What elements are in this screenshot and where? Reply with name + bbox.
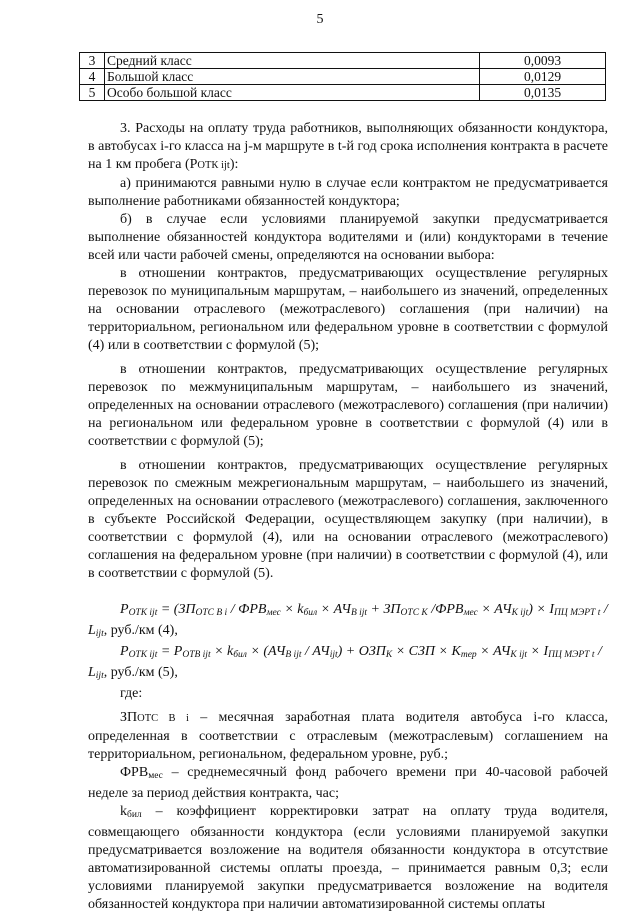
definition-work-time-fund: $ФРВ_{мес}$ – среднемесячный фонд рабочего времени при 40-часовой рабочей неделе за период действия контракта, час;: [88, 765, 608, 801]
document-body: [88, 120, 608, 914]
formula-4: $P_{OTK ijt} = (ЗП_{ОТС В i} / ФРВ_{мес} \times k_{бил} \times АЧ_{В ijt} + ЗП_{ОТС К}$ $/ФРВ_{мес} \times АЧ_{К ijt}) \times I_{ПЦ МЭРТ t}$ /: [120, 602, 608, 618]
bus-class-name: Особо большой класс: [105, 85, 480, 101]
page-number: 5: [316, 12, 324, 27]
paragraph-interregional: в отношении контрактов, предусматривающих осуществление регулярных перевозок по смежным межрегиональным маршрутам, – наибольшего из значений, определенных на основании отраслевого (межотраслевого) соглашения, заключенного в субъекте Российской Федерации, осуществляющем закупку (при наличии), в соответствии с формулой (4), или на основании отраслевого (межотраслевого) соглашения на федеральном уровне (при наличии) в соответствии с формулой (4), или в соответствии с формулой (5).: [88, 458, 608, 581]
table-row: [80, 85, 606, 101]
paragraph-intermunicipal: в отношении контрактов, предусматривающих осуществление регулярных перевозок по межмуниципальным маршрутам, – наибольшего из значений, определенных на основании отраслевого (межотраслевого) соглашения (при наличии) на региональном или федеральном уровне в соответствии с формулой (4) или в соответствии с формулой (5);: [88, 362, 608, 449]
formula-4-line-2: $L_{ijt}$, руб./км (4),: [88, 623, 178, 639]
paragraph-b: б) в случае если условиями планируемой закупки предусматривается выполнение обязанностей кондуктора водителями и (или) кондукторами в течение всей или части рабочей смены, определяются на основании выбора:: [88, 212, 608, 263]
paragraph-3: 3. Расходы на оплату труда работников, выполняющих обязанности кондуктора, в автобусах i-го класса на j-м маршруте в t-й год срока исполнения контракта в расчете на 1 км пробега (РОТК ijt):: [88, 121, 608, 172]
definition-coefficient: $k_{бил}$ – коэффициент корректировки затрат на оплату труда водителя, совмещающего обязанности кондуктора (если условиями планируемой закупки предусматривается возложение на водителя обязанности кондуктора в отсутствие автоматизированной системы оплаты проезда, – принимается равным 0,3; если условиями планируемой закупки предусматривается возложение на водителя обязанностей кондуктора при наличии автоматизированной системы оплаты: [88, 804, 608, 912]
row-number: 4: [80, 69, 105, 85]
bus-class-name: Большой класс: [105, 69, 480, 85]
bus-class-coefficient-table: [79, 52, 606, 101]
table-row: [80, 53, 606, 69]
formula-5-line-2: $L_{ijt}$, руб./км (5),: [88, 665, 178, 681]
coefficient-value: 0,0129: [480, 69, 606, 85]
paragraph-a: а) принимаются равными нулю в случае если контрактом не предусматривается выполнение работниками обязанностей кондуктора;: [88, 176, 608, 209]
coefficient-value: 0,0093: [480, 53, 606, 69]
formula-5: $P_{OTK ijt} = P_{OTB ijt} \times k_{бил} \times (АЧ_{В ijt} / АЧ_{ijt}) + ОЗП_К$ × СЗП × $K_{тер} \times АЧ_{К ijt} \times I_{ПЦ МЭРТ t}$ /: [120, 644, 602, 660]
row-number: 5: [80, 85, 105, 101]
table-row: [80, 69, 606, 85]
bus-class-name: Средний класс: [105, 53, 480, 69]
row-number: 3: [80, 53, 105, 69]
definition-driver-salary: ЗПОТС В i – месячная заработная плата водителя автобуса i-го класса, определенная в соответствии с отраслевым (межотраслевым) соглашением на территориальном, региональном, федеральном уровне, руб.;: [88, 710, 608, 762]
coefficient-value: 0,0135: [480, 85, 606, 101]
where-label: где:: [120, 686, 143, 701]
paragraph-municipal: в отношении контрактов, предусматривающих осуществление регулярных перевозок по муниципальным маршрутам, – наибольшего из значений, определенных на основании отраслевого (межотраслевого) соглашения (при наличии) на территориальном, региональном или федеральном уровне в соответствии с формулой (4) или в соответствии с формулой (5);: [88, 266, 608, 353]
